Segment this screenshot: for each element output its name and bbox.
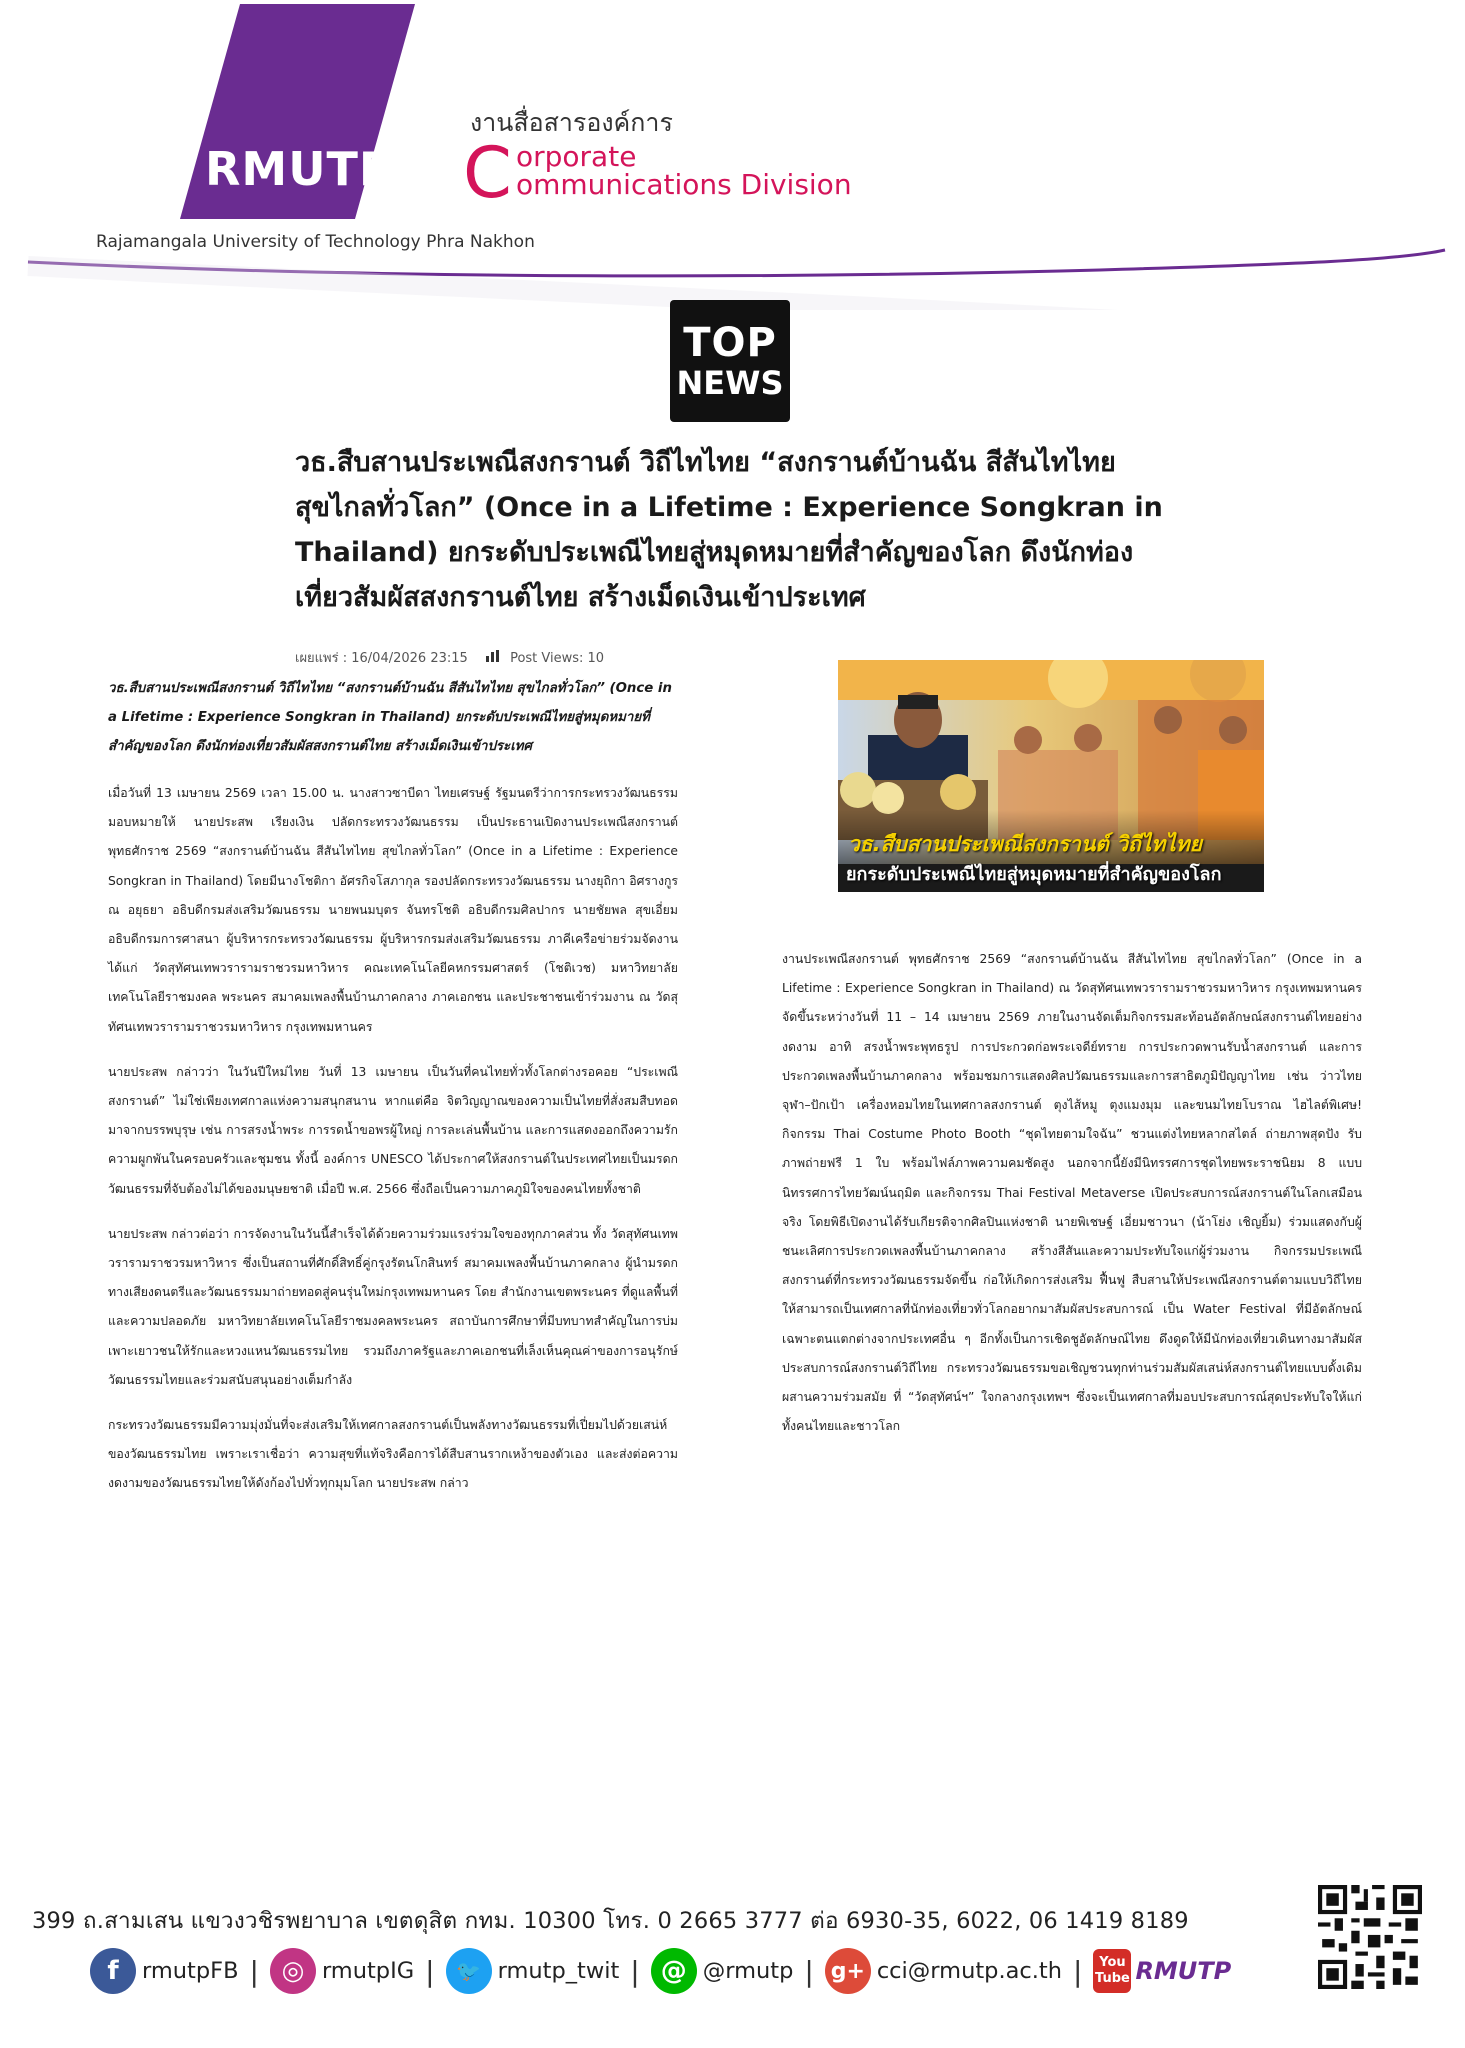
youtube-icon (1093, 1949, 1131, 1993)
headline-line: Thailand) ยกระดับประเพณีไทยสู่หมุดหมายที่สำคัญของโลก ดึงนักท่อง (295, 537, 1134, 568)
separator: | (804, 1954, 814, 1988)
line-icon: @ (651, 1948, 697, 1994)
header-divider (0, 220, 1465, 310)
separator: | (249, 1954, 259, 1988)
article-paragraph: เมื่อวันที่ 13 เมษายน 2569 เวลา 15.00 น. นางสาวซาบีดา ไทยเศรษฐ์ รัฐมนตรีว่าการกระทรวงวัฒนธรรม มอบหมายให้ นายประสพ เรียงเงิน ปลัดกระทรวงวัฒนธรรม เป็นประธานเปิดงานประเพณีสงกรานต์ พุทธศักราช 2569 “สงกรานต์บ้านฉัน สีสันไทไทย สุขไกลทั่วโลก” (Once in a Lifetime : Experience Songkran in Thailand) โดยมีนางโชติกา อัศรกิจโสภากุล รองปลัดกระทรวงวัฒนธรรม นางยุถิกา อิศรางกูร ณ อยุธยา อธิบดีกรมส่งเสริมวัฒนธรรม นายพนมบุตร จันทรโชติ อธิบดีกรมศิลปากร นายชัยพล สุขเอี่ยม อธิบดีกรมการศาสนา ผู้บริหารกระทรวงวัฒนธรรม ผู้บริหารกรมส่งเสริมวัฒนธรรม ภาคีเครือข่ายร่วมจัดงาน ได้แก่ วัดสุทัศนเทพวรารามราชวรมหาวิหาร คณะเทคโนโลยีคหกรรมศาสตร์ (โชติเวช) มหาวิทยาลัยเทคโนโลยีราชมงคล พระนคร สมาคมเพลงพื้นบ้านภาคกลาง ภาคเอกชน และประชาชนเข้าร่วมงาน ณ วัดสุทัศนเทพวรารามราชวรมหาวิหาร กรุงเทพมหานคร (108, 786, 678, 1034)
twitter-label: rmutp_twit (497, 1958, 620, 1984)
separator: | (1073, 1954, 1083, 1988)
article-headline (295, 440, 1195, 620)
google-plus-icon: g+ (825, 1948, 871, 1994)
twitter-icon: 🐦 (446, 1948, 492, 1994)
footer-address: 399 ถ.สามเสน แขวงวชิรพยาบาล เขตดุสิต กทม. 10300 โทร. 0 2665 3777 ต่อ 6930-35, 6022, 06 1419 8189 (32, 1908, 1189, 1934)
article-paragraph: นายประสพ กล่าวว่า ในวันปีใหม่ไทย วันที่ 13 เมษายน เป็นวันที่คนไทยทั่วทั้งโลกต่างรอคอย “ประเพณีสงกรานต์” ไม่ใช่เพียงเทศกาลแห่งความสนุกสนาน หากแต่คือ จิตวิญญาณของความเป็นไทยที่สั่งสมสืบทอดมาจากบรรพบุรุษ เช่น การสรงน้ำพระ การรดน้ำขอพรผู้ใหญ่ การละเล่นพื้นบ้าน และการแสดงออกถึงความรักความผูกพันในครอบครัวและชุมชน ทั้งนี้ องค์การ UNESCO ได้ประกาศให้สงกรานต์ในประเทศไทยเป็นมรดกวัฒนธรรมที่จับต้องไม่ได้ของมนุษยชาติ เมื่อปี พ.ศ. 2566 ซึ่งถือเป็นความภาคภูมิใจของคนไทยทั้งชาติ (108, 1064, 678, 1196)
youtube-you: You (1099, 1955, 1126, 1970)
logo-text: RMUTP (205, 142, 394, 196)
headline-line: วธ.สืบสานประเพณีสงกรานต์ วิถีไทไทย “สงกรานต์บ้านฉัน สีสันไทไทย (295, 447, 1116, 478)
headline-line: เที่ยวสัมผัสสงกรานต์ไทย สร้างเม็ดเงินเข้าประเทศ (295, 582, 866, 613)
published-date: เผยแพร่ : 16/04/2026 23:15 (295, 651, 468, 666)
youtube-label: RMUTP (1135, 1957, 1232, 1985)
youtube-link[interactable] (1093, 1949, 1231, 1993)
youtube-tube: Tube (1095, 1971, 1130, 1986)
facebook-link[interactable] (90, 1948, 239, 1994)
badge-line2: NEWS (676, 364, 784, 402)
article-photo (838, 660, 1264, 892)
article-left-column (108, 674, 678, 1515)
facebook-label: rmutpFB (142, 1958, 239, 1984)
top-news-badge (670, 300, 790, 422)
article-paragraph: กระทรวงวัฒนธรรมมีความมุ่งมั่นที่จะส่งเสริมให้เทศกาลสงกรานต์เป็นพลังทางวัฒนธรรมที่เปี่ยมไปด้วยเสน่ห์ของวัฒนธรรมไทย เพราะเราเชื่อว่า ความสุขที่แท้จริงคือการได้สืบสานรากเหง้าของตัวเอง และส่งต่อความงดงามของวัฒนธรรมไทยให้ดังก้องไปทั่วทุกมุมโลก นายประสพ กล่าว (108, 1418, 678, 1491)
line-link[interactable] (651, 1948, 794, 1994)
line-label: @rmutp (702, 1958, 794, 1984)
instagram-link[interactable] (270, 1948, 414, 1994)
department-thai: งานสื่อสารองค์การ (470, 108, 673, 137)
email-label: cci@rmutp.ac.th (876, 1958, 1062, 1984)
separator: | (630, 1954, 640, 1988)
views-icon (486, 650, 500, 666)
instagram-label: rmutpIG (321, 1958, 415, 1984)
photo-caption-title: วธ.สืบสานประเพณีสงกรานต์ วิถีไทไทย (848, 832, 1202, 856)
photo-caption-subtitle: ยกระดับประเพณีไทยสู่หมุดหมายที่สำคัญของโลก (846, 864, 1222, 885)
facebook-icon: f (90, 1948, 136, 1994)
social-links (90, 1946, 1231, 1996)
department-line1: orporate (516, 140, 637, 173)
badge-line1: TOP (683, 320, 777, 366)
article-lead: วธ.สืบสานประเพณีสงกรานต์ วิถีไทไทย “สงกรานต์บ้านฉัน สีสันไทไทย สุขไกลทั่วโลก” (Once in a Lifetime : Experience Songkran in Thailand) ยกระดับประเพณีไทยสู่หมุดหมายที่สำคัญของโลก ดึงนักท่องเที่ยวสัมผัสสงกรานต์ไทย สร้างเม็ดเงินเข้าประเทศ (108, 681, 672, 754)
instagram-icon: ◎ (270, 1948, 316, 1994)
qr-code[interactable] (1318, 1885, 1422, 1989)
department-initial: C (463, 132, 512, 214)
article-paragraph: งานประเพณีสงกรานต์ พุทธศักราช 2569 “สงกรานต์บ้านฉัน สีสันไทไทย สุขไกลทั่วโลก” (Once in a Lifetime : Experience Songkran in Thailand) ณ วัดสุทัศนเทพวรารามราชวรมหาวิหาร กรุงเทพมหานคร จัดขึ้นระหว่างวันที่ 11 – 14 เมษายน 2569 ภายในงานจัดเต็มกิจกรรมสะท้อนอัตลักษณ์สงกรานต์ไทยอย่างงดงาม อาทิ สรงน้ำพระพุทธรูป การประกวดก่อพระเจดีย์ทราย การประกวดพานรับน้ำสงกรานต์ และการประกวดเพลงพื้นบ้านภาคกลาง พร้อมชมการแสดงศิลปวัฒนธรรมและการสาธิตภูมิปัญญาไทย เช่น ว่าวไทย จุฬา–ปักเป้า เครื่องหอมไทยในเทศกาลสงกรานต์ ตุงไส้หมู ตุงแมงมุม และขนมไทยโบราณ ไฮไลต์พิเศษ! กิจกรรม Thai Costume Photo Booth “ชุดไทยตามใจฉัน” ชวนแต่งไทยหลากสไตล์ ถ่ายภาพสุดปัง รับภาพถ่ายฟรี 1 ใบ พร้อมไฟล์ภาพความคมชัดสูง นอกจากนี้ยังมีนิทรรศการชุดไทยพระราชนิยม 8 แบบ นิทรรศการไทยวัฒน์นฤมิต และกิจกรรม Thai Festival Metaverse เปิดประสบการณ์สงกรานต์ในโลกเสมือนจริง โดยพิธีเปิดงานได้รับเกียรติจากศิลปินแห่งชาติ นายพิเชษฐ์ เอี่ยมชาวนา (น้าโย่ง เชิญยิ้ม) ร่วมแสดงกับผู้ชนะเลิศการประกวดเพลงพื้นบ้านภาคกลาง สร้างสีสันและความประทับใจแก่ผู้ร่วมงาน กิจกรรมประเพณีสงกรานต์ที่กระทรวงวัฒนธรรมจัดขึ้น ก่อให้เกิดการส่งเสริม ฟื้นฟู สืบสานให้ประเพณีสงกรานต์ตามแบบวิถีไทย ให้สามารถเป็นเทศกาลที่นักท่องเที่ยวทั่วโลกอยากมาสัมผัสประสบการณ์ เป็น Water Festival ที่มีอัตลักษณ์เฉพาะตนแตกต่างจากประเทศอื่น ๆ อีกทั้งเป็นการเชิดชูอัตลักษณ์ไทย ดึงดูดให้มีนักท่องเที่ยวเดินทางมาสัมผัสประสบการณ์สงกรานต์วิถีไทย กระทรวงวัฒนธรรมขอเชิญชวนทุกท่านร่วมสัมผัสเสน่ห์สงกรานต์ไทยแบบดั้งเดิม ผสานความร่วมสมัย ที่ “วัดสุทัศน์ฯ” ใจกลางกรุงเทพฯ ซึ่งจะเป็นเทศกาลที่มอบประสบการณ์สุดประทับใจให้แก่ทั้งคนไทยและชาวโลก (782, 952, 1362, 1434)
post-views: Post Views: 10 (510, 651, 605, 666)
separator: | (425, 1954, 435, 1988)
article-meta (295, 647, 604, 668)
twitter-link[interactable] (446, 1948, 620, 1994)
university-name: Rajamangala University of Technology Phra Nakhon (96, 232, 535, 252)
headline-line: สุขไกลทั่วโลก” (Once in a Lifetime : Experience Songkran in (295, 492, 1163, 523)
article-paragraph: นายประสพ กล่าวต่อว่า การจัดงานในวันนี้สำเร็จได้ด้วยความร่วมแรงร่วมใจของทุกภาคส่วน ทั้ง วัดสุทัศนเทพวรารามราชวรมหาวิหาร ซึ่งเป็นสถานที่ศักดิ์สิทธิ์คู่กรุงรัตนโกสินทร์ สมาคมเพลงพื้นบ้านภาคกลาง ผู้นำมรดกทางเสียงดนตรีและวัฒนธรรมมาถ่ายทอดสู่คนรุ่นใหม่กรุงเทพมหานคร โดย สำนักงานเขตพระนคร ที่ดูแลพื้นที่และความปลอดภัย มหาวิทยาลัยเทคโนโลยีราชมงคลพระนคร สถาบันการศึกษาที่มีบทบาทสำคัญในการบ่มเพาะเยาวชนให้รักและหวงแหนวัฒนธรรมไทย รวมถึงภาครัฐและภาคเอกชนที่เล็งเห็นคุณค่าของการอนุรักษ์วัฒนธรรมไทยและร่วมสนับสนุนอย่างเต็มกำลัง (108, 1226, 678, 1387)
article-right-column (782, 945, 1362, 1457)
department-line2: ommunications Division (516, 168, 852, 201)
email-link[interactable] (825, 1948, 1062, 1994)
